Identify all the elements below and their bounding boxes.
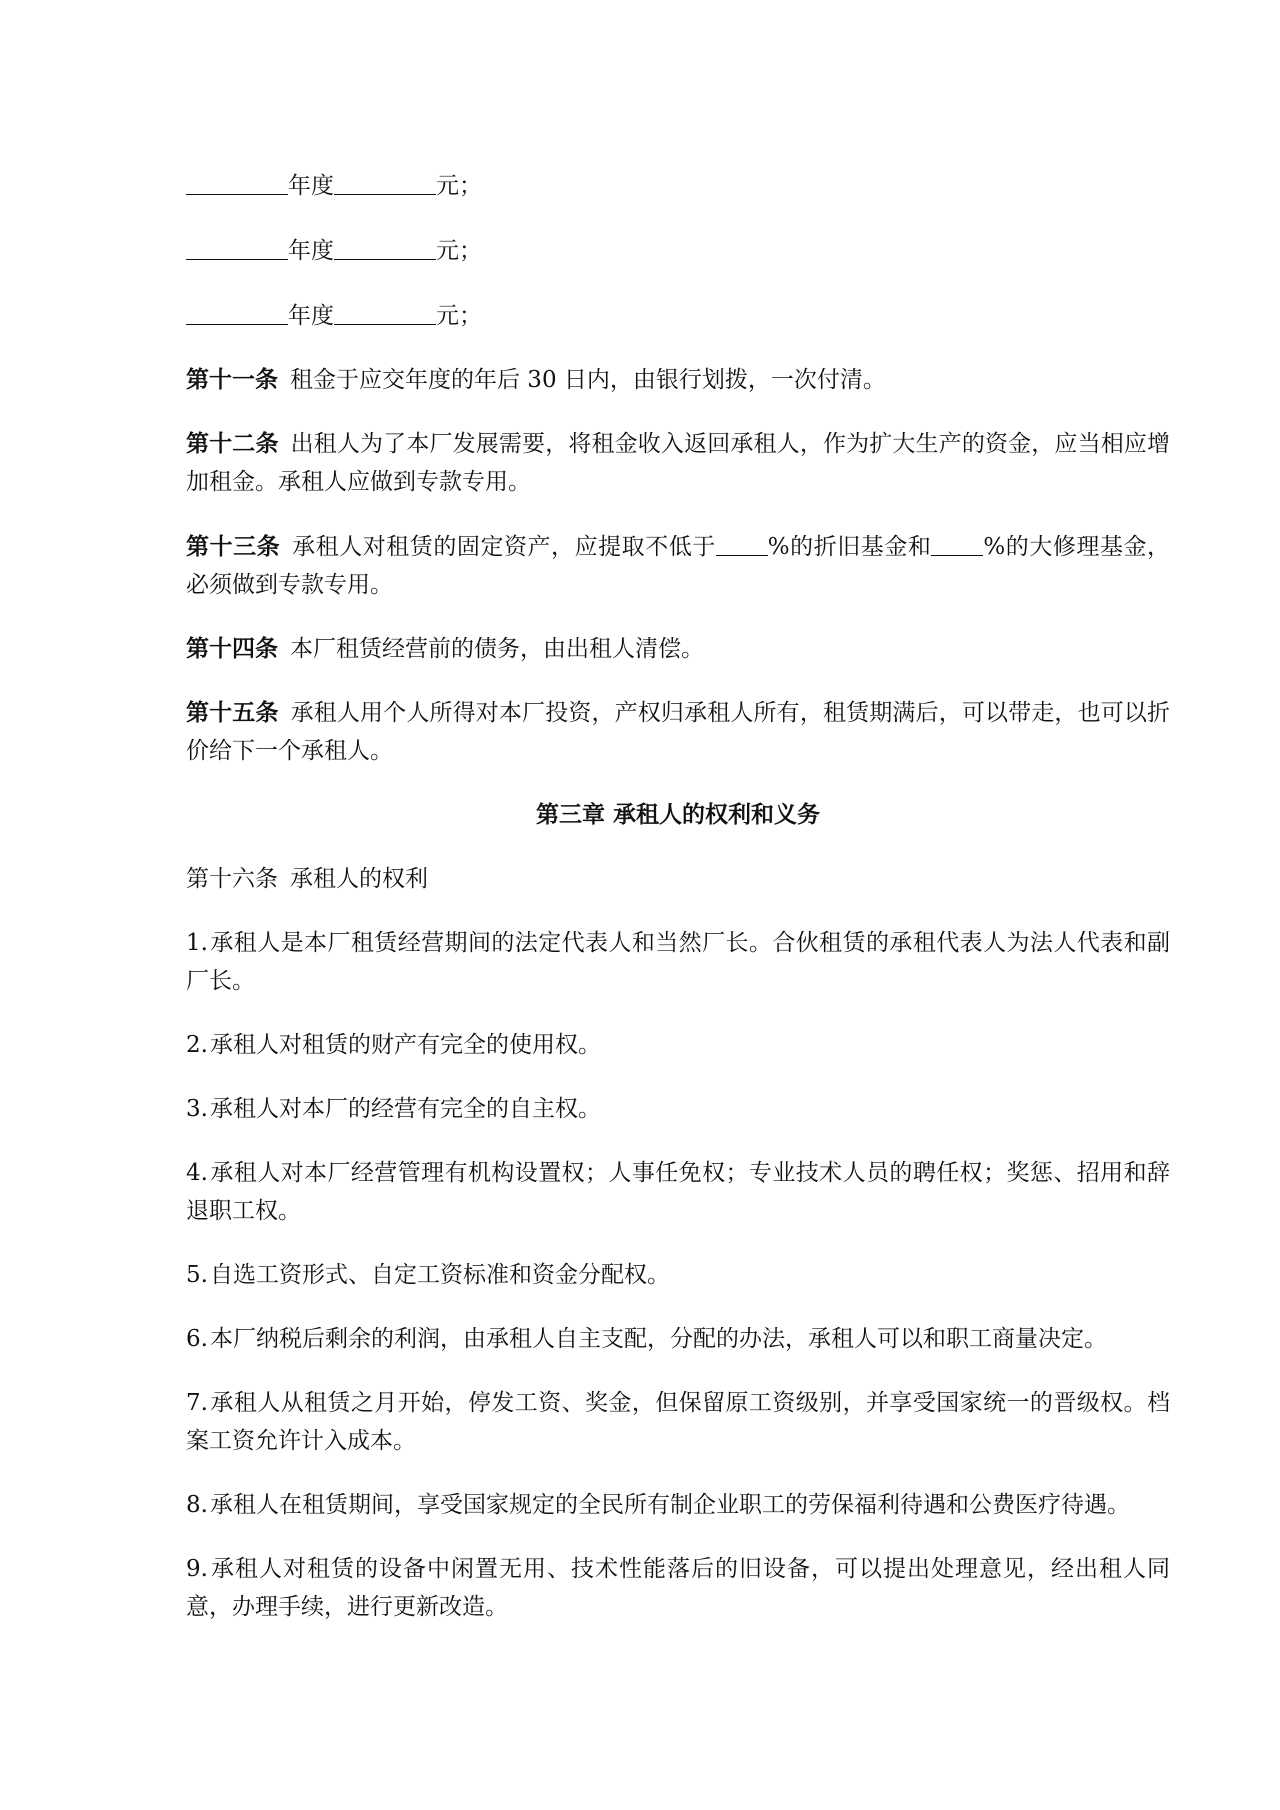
year-blank[interactable] xyxy=(186,166,288,195)
article-text: 本厂租赁经营前的债务，由出租人清偿。 xyxy=(290,636,704,662)
article-number: 第十一条 xyxy=(186,366,278,393)
article-number: 第十六条 xyxy=(186,866,278,892)
rights-item: 2.承租人对租赁的财产有完全的使用权。 xyxy=(186,1032,601,1058)
article-number: 第十五条 xyxy=(186,699,279,726)
article-text: 出租人为了本厂发展需要，将租金收入返回承租人，作为扩大生产的资金，应当相应增加租金。承租人应做到专款专用。 xyxy=(186,431,1171,495)
article-text: %的折旧基金和 xyxy=(767,534,932,560)
article-13 xyxy=(186,527,1170,604)
rights-item: 1.承租人是本厂租赁经营期间的法定代表人和当然厂长。合伙租赁的承租代表人为法人代表和副厂长。 xyxy=(186,930,1170,994)
rights-item: 7.承租人从租赁之月开始，停发工资、奖金，但保留原工资级别，并享受国家统一的晋级权。档案工资允许计入成本。 xyxy=(186,1390,1170,1454)
article-number: 第十三条 xyxy=(186,533,281,560)
article-14 xyxy=(186,630,1170,668)
article-text: 租金于应交年度的年后 30 日内，由银行划拨，一次付清。 xyxy=(290,367,886,393)
rights-item: 5.自选工资形式、自定工资标准和资金分配权。 xyxy=(186,1262,670,1288)
article-15 xyxy=(186,694,1170,770)
amount-blank[interactable] xyxy=(334,166,436,195)
article-text: 承租人用个人所得对本厂投资，产权归承租人所有，租赁期满后，可以带走，也可以折价给下一个承租人。 xyxy=(186,700,1171,764)
article-number: 第十二条 xyxy=(186,430,279,457)
rent-year-line: 年度 元； xyxy=(186,166,1170,205)
document-page xyxy=(186,166,1170,1652)
rights-item: 6.本厂纳税后剩余的利润，由承租人自主支配，分配的办法，承租人可以和职工商量决定。 xyxy=(186,1326,1107,1352)
rights-item: 8.承租人在租赁期间，享受国家规定的全民所有制企业职工的劳保福利待遇和公费医疗待遇。 xyxy=(186,1492,1130,1518)
article-text: 承租人的权利 xyxy=(290,866,428,892)
article-16 xyxy=(186,860,1170,898)
overhaul-rate-blank[interactable] xyxy=(931,527,983,556)
rights-item: 3.承租人对本厂的经营有完全的自主权。 xyxy=(186,1096,601,1122)
depreciation-rate-blank[interactable] xyxy=(716,527,768,556)
article-text: %的大修理基金，必须做到专款专用。 xyxy=(186,534,1171,598)
year-blank[interactable] xyxy=(186,231,288,260)
amount-blank[interactable] xyxy=(334,296,436,325)
year-blank[interactable] xyxy=(186,296,288,325)
rights-item: 9.承租人对租赁的设备中闲置无用、技术性能落后的旧设备，可以提出处理意见，经出租人同意，办理手续，进行更新改造。 xyxy=(186,1556,1170,1620)
rent-year-line: 年度 元； xyxy=(186,296,1170,335)
article-12 xyxy=(186,425,1170,501)
article-text: 承租人对租赁的固定资产，应提取不低于 xyxy=(292,534,716,560)
amount-blank[interactable] xyxy=(334,231,436,260)
rent-year-line: 年度 元； xyxy=(186,231,1170,270)
article-11 xyxy=(186,361,1170,399)
article-number: 第十四条 xyxy=(186,635,278,662)
rights-item: 4.承租人对本厂经营管理有机构设置权；人事任免权；专业技术人员的聘任权；奖惩、招用和辞退职工权。 xyxy=(186,1160,1170,1224)
chapter-title: 第三章 承租人的权利和义务 xyxy=(535,801,820,828)
